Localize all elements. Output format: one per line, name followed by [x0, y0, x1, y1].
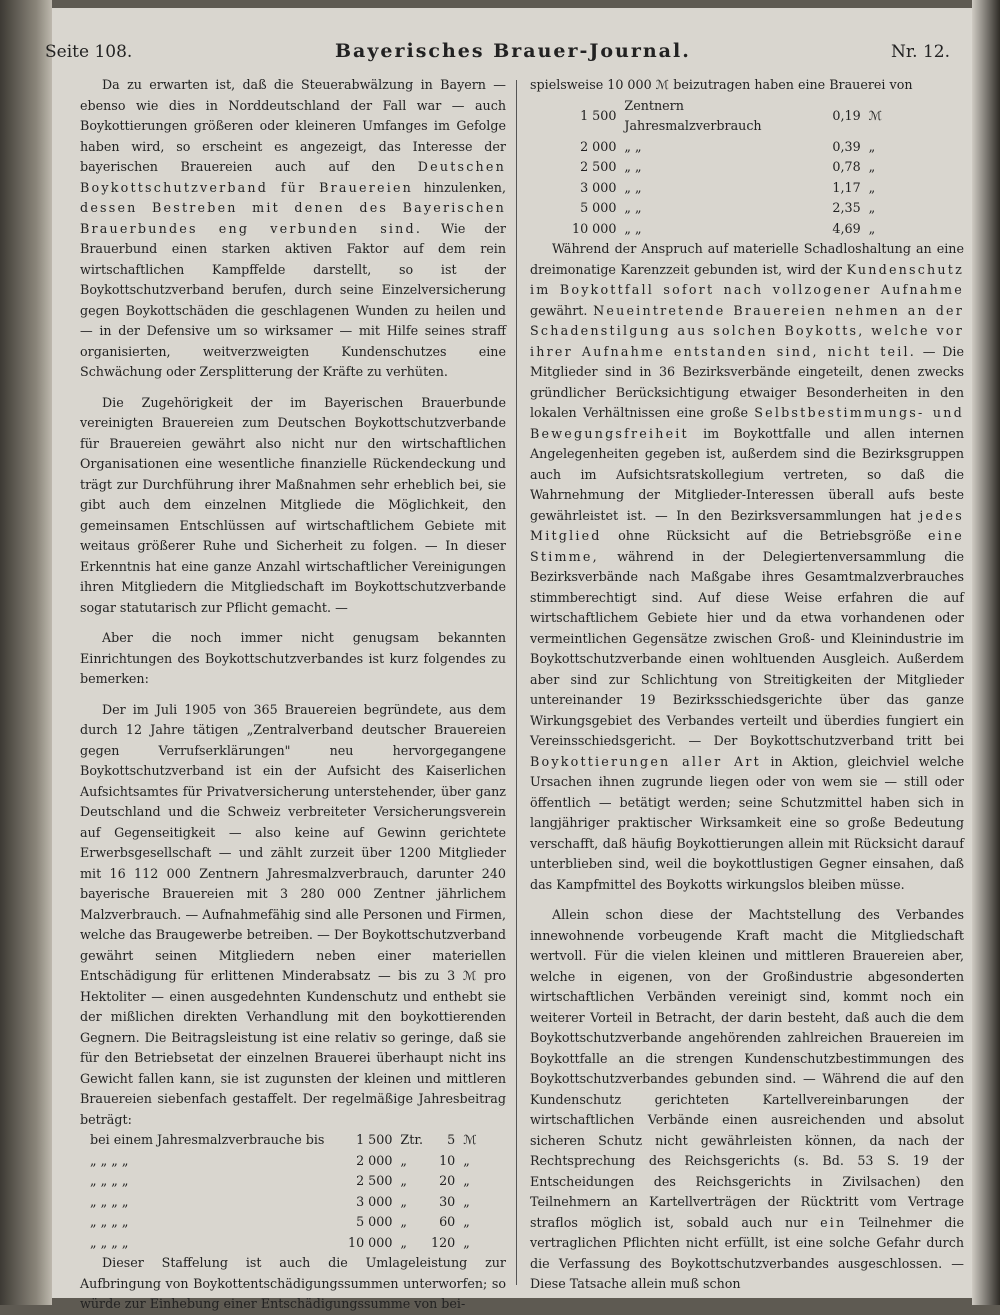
page-edge — [972, 0, 1000, 1305]
page-number: Seite 108. — [45, 42, 133, 62]
table-cell: 2 000 — [580, 138, 617, 154]
table-cell: 10 — [439, 1152, 456, 1168]
page-header — [45, 38, 955, 70]
table-cell: 60 — [439, 1214, 456, 1229]
table-row — [86, 1233, 481, 1254]
table-row — [568, 137, 886, 158]
table-cell: bei einem Jahresmalzverbrauche bis — [90, 1132, 325, 1147]
table-cell: 20 — [439, 1173, 456, 1188]
table-cell: „ „ „ „ — [90, 1234, 129, 1250]
table-cell: 0,19 — [832, 107, 861, 123]
table-cell: 0,78 — [832, 159, 861, 174]
table-cell: „ — [463, 1193, 470, 1209]
journal-title: Bayerisches Brauer-Journal. — [335, 40, 691, 62]
table-cell: „ „ — [624, 159, 642, 174]
table-row — [86, 1130, 481, 1151]
table-cell: 3 000 — [580, 179, 617, 195]
table-cell: 2 000 — [356, 1152, 393, 1168]
levy-table — [568, 96, 886, 240]
table-cell: 2 500 — [356, 1173, 393, 1188]
table-cell: „ — [400, 1152, 407, 1168]
contribution-table — [86, 1130, 481, 1253]
table-cell: „ — [463, 1214, 470, 1229]
table-cell: Zentnern Jahresmalzverbrauch — [624, 97, 762, 133]
table-cell: „ „ — [624, 179, 642, 195]
table-cell: 3 000 — [356, 1193, 393, 1209]
paragraph: Aber die noch immer nicht genugsam bekannten Einrichtungen des Boykottschutzverbandes ist kurz folgendes zu bemerken: — [80, 630, 506, 686]
table-cell: 0,39 — [832, 138, 861, 154]
table-row — [568, 178, 886, 199]
left-column — [80, 75, 506, 1315]
table-cell: „ — [463, 1152, 470, 1168]
table-cell: „ „ — [624, 138, 642, 154]
table-cell: „ — [868, 138, 876, 154]
table-cell: 1,17 — [832, 179, 861, 195]
table-cell: 1 500 — [580, 107, 617, 123]
table-cell: 10 000 — [348, 1234, 393, 1250]
issue-number: Nr. 12. — [891, 42, 950, 62]
table-cell: „ — [400, 1234, 407, 1250]
table-cell: „ „ — [624, 220, 642, 236]
table-cell: „ — [868, 220, 876, 236]
paragraph: Allein schon diese der Machtstellung des Verbandes innewohnende vorbeugende Kraft macht die Mitgliedschaft wertvoll. Für die vielen kleinen und mittleren Brauereien aber, welche in eigenen, von der Großindustrie abgesonderten wirtschaftlichen Verbänden vereinigt sind, kommt noch ein weiterer Vorteil in Betracht, der darin besteht, daß auch die dem Boykottschutzverbande angehörenden zahlreichen Brauereien im Boykottfalle an die strengen Kundenschutzbestimmungen des Boykottschutzverbandes gebunden sind. — Während die auf den Kundenschutz gerichteten Kartellvereinbarungen der wirtschaftlichen Verbände einen ausreichenden und absolut sicheren Schutz nicht gewährleisten können, da nach der Rechtsprechung des Reichsgerichts (s. Bd. 53 S. 19 der Entscheidungen des Reichsgerichts in Zivilsachen) den Teilnehmern an Kartellverträgen der Rücktritt vom Vertrage straflos möglich ist, sobald auch nur ein Teilnehmer die vertraglichen Pflichten nicht erfüllt, ist eine solche Gefahr durch die Verfassung des Boykottschutzverbandes ausgeschlossen. — Diese Tatsache allein muß schon — [530, 907, 964, 1291]
table-row — [86, 1192, 481, 1213]
table-row — [86, 1212, 481, 1233]
table-cell: „ — [400, 1173, 407, 1188]
paragraph: Da zu erwarten ist, daß die Steuerabwälzung in Bayern — ebenso wie dies in Norddeutschland der Fall war — auch Boykottierungen größeren oder kleineren Umfanges im Gefolge haben wird, so erscheint es angezeigt, das Interesse der bayerischen Brauereien auch auf den Deutschen Boykottschutzverband für Brauereien hinzulenken, dessen Bestreben mit denen des Bayerischen Brauerbundes eng verbunden sind. Wie der Brauerbund einen starken aktiven Faktor auf dem rein wirtschaftlichen Kampffelde darstellt, so ist der Boykottschutzverband berufen, durch seine Einzelversicherung gegen Boykottschäden die geschlagenen Wunden zu heilen und — in der Defensive um so wirksamer — mit Hilfe seines straff organisierten, weitverzweigten Kundenschutzes eine Schwächung oder Zersplitterung der Kräfte zu verhüten. — [80, 77, 506, 379]
table-cell: „ — [868, 159, 876, 174]
table-cell: 5 — [447, 1132, 456, 1147]
table-cell: 5 000 — [356, 1214, 393, 1229]
table-row — [568, 96, 886, 137]
table-cell: „ — [868, 200, 876, 215]
table-cell: 1 500 — [356, 1132, 393, 1147]
table-cell: 5 000 — [580, 200, 617, 215]
table-cell: „ „ „ „ — [90, 1214, 129, 1229]
paragraph: Die Zugehörigkeit der im Bayerischen Brauerbunde vereinigten Brauereien zum Deutschen Boykottschutzverbande für Brauereien gewährt also nicht nur den wirtschaftlichen Organisationen eine wesentliche finanzielle Rückendeckung und trägt zur Durchführung ihrer Maßnahmen sehr erheblich bei, sie gibt auch dem einzelnen Mitgliede die Möglichkeit, den gemeinsamen Entschlüssen auf wirtschaftlichem Gebiete mit weitaus größerer Ruhe und Sicherheit zu folgen. — In dieser Erkenntnis hat eine ganze Anzahl wirtschaftlicher Vereinigungen ihren Mitgliedern die Mitgliedschaft im Boykottschutzverbande sogar statutarisch zur Pflicht gemacht. — — [80, 394, 506, 615]
table-cell: 2,35 — [832, 200, 861, 215]
right-column — [530, 75, 964, 1295]
table-row — [86, 1171, 481, 1192]
paragraph: Der im Juli 1905 von 365 Brauereien begründete, aus dem durch 12 Jahre tätigen „Zentralverband deutscher Brauereien gegen Verrufserklärungen" neu hervorgegangene Boykottschutzverband ist ein der Aufsicht des Kaiserlichen Aufsichtsamtes für Privatversicherung unterstehender, über ganz Deutschland und die Schweiz verbreiteter Versicherungsverein auf Gegenseitigkeit — also keine auf Gewinn gerichtete Erwerbsgesellschaft — und zählt zurzeit über 1200 Mitglieder mit 16 112 000 Zentnern Jahresmalzverbrauch, darunter 240 bayerische Brauereien mit 3 280 000 Zentner jährlichem Malzverbrauch. — Aufnahmefähig sind alle Personen und Firmen, welche das Braugewerbe betreiben. — Der Boykottschutzverband gewährt seinen Mitgliedern neben einer materiellen Entschädigung für erlittenen Minderabsatz — bis zu 3 ℳ pro Hektoliter — einen ausgedehnten Kundenschutz und enthebt sie der mißlichen direkten Verhandlung mit den boykottierenden Gegnern. Die Beitragsleistung ist eine relativ so geringe, daß sie für den Betriebsetat der einzelnen Brauerei überhaupt nicht ins Gewicht fallen kann, sie ist zugunsten der kleinen und mittleren Brauereien siebenfach gestaffelt. Der regelmäßige Jahresbeitrag beträgt: — [80, 701, 506, 1127]
table-cell: 2 500 — [580, 159, 617, 174]
table-cell: Ztr. — [400, 1132, 424, 1147]
table-row — [86, 1151, 481, 1172]
table-cell: „ — [463, 1234, 470, 1250]
paragraph: Während der Anspruch auf materielle Schadloshaltung an eine dreimonatige Karenzzeit gebunden ist, wird der Kundenschutz im Boykottfall sofort nach vollzogener Aufnahme gewährt. Neueintretende Brauereien nehmen an der Schadenstilgung aus solchen Boykotts, welche vor ihrer Aufnahme entstanden sind, nicht teil. — Die Mitglieder sind in 36 Bezirksverbände eingeteilt, denen zwecks gründlicher Berücksichtigung etwaiger Besonderheiten in den lokalen Verhältnissen eine große Selbstbestimmungs- und Bewegungsfreiheit im Boykottfalle und allen internen Angelegenheiten gegeben ist, außerdem sind die Bezirksgruppen auch im Aufsichtsratskollegium vertreten, so daß die Wahrnehmung der Mitglieder-Interessen überall aufs beste gewährleistet ist. — In den Bezirksversammlungen hat jedes Mitglied ohne Rücksicht auf die Betriebsgröße eine Stimme, während in der Delegiertenversammlung die Bezirksverbände nach Maßgabe ihres Gesamtmalzverbrauches stimmberechtigt sind. Auf diese Weise erfahren die auf wirtschaftlichem Gebiete hier und da etwa vorhandenen oder vermeintlichen Gegensätze zwischen Groß- und Kleinindustrie im Boykottschutzverbande einen wohltuenden Ausgleich. Außerdem aber sind zur Schlichtung von Streitigkeiten der Mitglieder untereinander 19 Bezirksschiedsgerichte über das ganze Wirkungsgebiet des Verbandes verteilt und überdies fungiert ein Vereinsschiedsgericht. — Der Boykottschutzverband tritt bei Boykottierungen aller Art in Aktion, gleichviel welche Ursachen ihnen zugrunde liegen oder von wem sie — still oder öffentlich — betätigt werden; seine Schutzmittel haben sich in langjähriger praktischer Wirksamkeit eine so große Bedeutung verschafft, daß häufig Boykottierungen allein mit Rücksicht darauf unterblieben sind, weil die boykottlustigen Gegner einsahen, daß das Kampfmittel des Boykotts wirkungslos bleiben müsse. — [530, 241, 964, 892]
table-row — [568, 157, 886, 178]
book-spine — [0, 0, 52, 1305]
table-cell: „ — [400, 1214, 407, 1229]
table-cell: 4,69 — [832, 220, 861, 236]
table-cell: 10 000 — [572, 220, 617, 236]
paragraph: Dieser Staffelung ist auch die Umlageleistung zur Aufbringung von Boykottentschädigungssummen unterworfen; so würde zur Einhebung einer Entschädigungssumme von bei- — [80, 1255, 506, 1311]
table-cell: „ „ „ „ — [90, 1173, 129, 1188]
table-cell: „ — [868, 179, 876, 195]
table-cell: „ — [463, 1173, 470, 1188]
table-cell: ℳ — [463, 1132, 477, 1147]
table-cell: 120 — [431, 1234, 456, 1250]
column-divider — [516, 80, 517, 1285]
table-cell: „ „ — [624, 200, 642, 215]
table-row — [568, 219, 886, 240]
table-cell: „ „ „ „ — [90, 1193, 129, 1209]
table-cell: „ „ „ „ — [90, 1152, 129, 1168]
table-cell: „ — [400, 1193, 407, 1209]
table-row — [568, 198, 886, 219]
paragraph: spielsweise 10 000 ℳ beizutragen haben eine Brauerei von — [530, 77, 913, 92]
table-cell: ℳ — [868, 107, 883, 123]
table-cell: 30 — [439, 1193, 456, 1209]
